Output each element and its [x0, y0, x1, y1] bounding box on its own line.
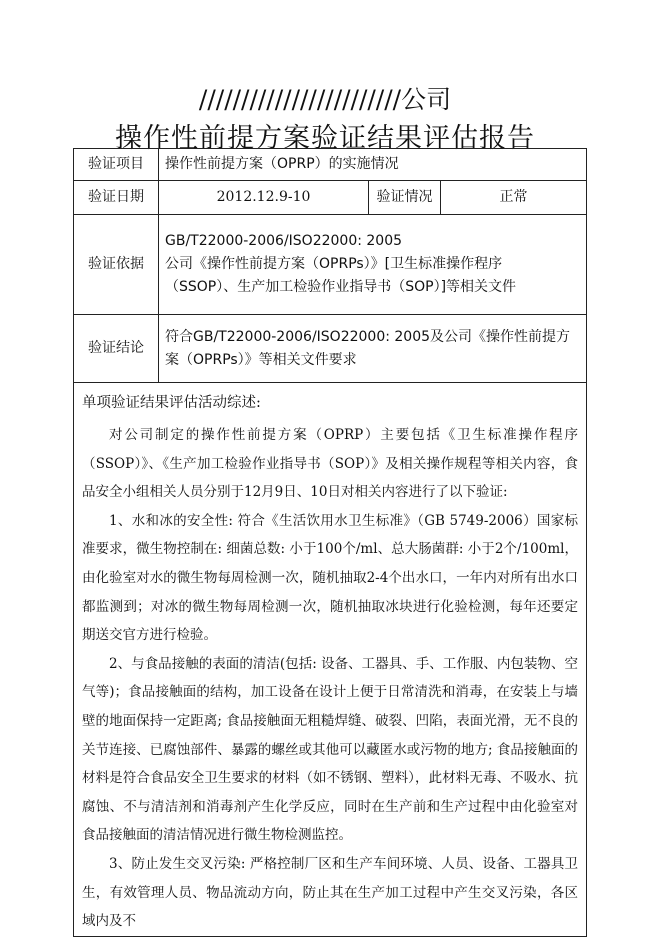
basis-line: （SSOP）、生产加工检验作业指导书（SOP）]等相关文件	[165, 279, 517, 295]
row-date	[74, 181, 587, 215]
report-table	[73, 148, 587, 937]
conclusion-value	[159, 315, 587, 383]
summary-cell	[74, 383, 587, 937]
status-value: 正常	[441, 181, 587, 215]
row-item	[74, 149, 587, 181]
summary-title: 单项验证结果评估活动综述:	[82, 395, 261, 411]
basis-value	[159, 215, 587, 315]
summary-intro: 对公司制定的操作性前提方案（OPRP）主要包括《卫生标准操作程序（SSOP）》、《生产加工检验作业指导书（SOP）》及相关操作规程等相关内容，食品安全小组相关人员分别于12月9日、10日对相关内容进行了以下验证:	[82, 427, 579, 501]
item-value: 操作性前提方案（OPRP）的实施情况	[159, 149, 587, 181]
summary-item-2: 2、与食品接触的表面的清洁(包括: 设备、工器具、手、工作服、内包装物、空气等)；食品接触面的结构，加工设备在设计上便于日常清洗和消毒，在安装上与墙壁的地面保持一定距离; 食品接触面无粗糙焊缝、破裂、凹陷，表面光滑，无不良的关节连接、已腐蚀部件、暴露的螺丝或其他可以藏匿水或污物的地方; 食品接触面的材料是符合食品安全卫生要求的材料（如不锈钢、塑料），此材料无毒、不吸水、抗腐蚀、不与清洁剂和消毒剂产生化学反应，同时在生产前和生产过程中由化验室对食品接触面的清洁情况进行微生物检测监控。	[82, 655, 579, 844]
row-conclusion	[74, 315, 587, 383]
status-label: 验证情况	[369, 181, 441, 215]
report-title: 操作性前提方案验证结果评估报告	[115, 123, 535, 154]
company-name: ////////////////////////公司	[198, 85, 452, 114]
basis-label: 验证依据	[74, 215, 159, 315]
conclusion-line: 符合GB/T22000-2006/ISO22000: 2005及公司《操作性前提方	[165, 328, 571, 345]
basis-line: 公司《操作性前提方案（OPRPs）》[卫生标准操作程序	[165, 256, 503, 272]
date-value: 2012.12.9-10	[159, 181, 369, 215]
summary-item-3: 3、防止发生交叉污染: 严格控制厂区和生产车间环境、人员、设备、工器具卫生，有效管理人员、物品流动方向，防止其在生产加工过程中产生交叉污染，各区域内及不	[82, 855, 579, 930]
basis-line: GB/T22000-2006/ISO22000: 2005	[165, 233, 403, 249]
conclusion-label: 验证结论	[74, 315, 159, 383]
item-label: 验证项目	[74, 149, 159, 181]
conclusion-line: 案（OPRPs）》等相关文件要求	[165, 351, 357, 368]
row-basis	[74, 215, 587, 315]
date-label: 验证日期	[74, 181, 159, 215]
summary-item-1: 1、水和冰的安全性: 符合《生活饮用水卫生标准》（GB 5749-2006）国家标准要求，微生物控制在: 细菌总数: 小于100个/ml、总大肠菌群: 小于2个/100ml，由化验室对水的微生物每周检测一次，随机抽取2-4个出水口，一年内对所有出水口都监测到；对冰的微生物每周检测一次，随机抽取冰块进行化验检测，每年还要定期送交官方进行检验。	[82, 512, 579, 644]
row-summary	[74, 383, 587, 937]
